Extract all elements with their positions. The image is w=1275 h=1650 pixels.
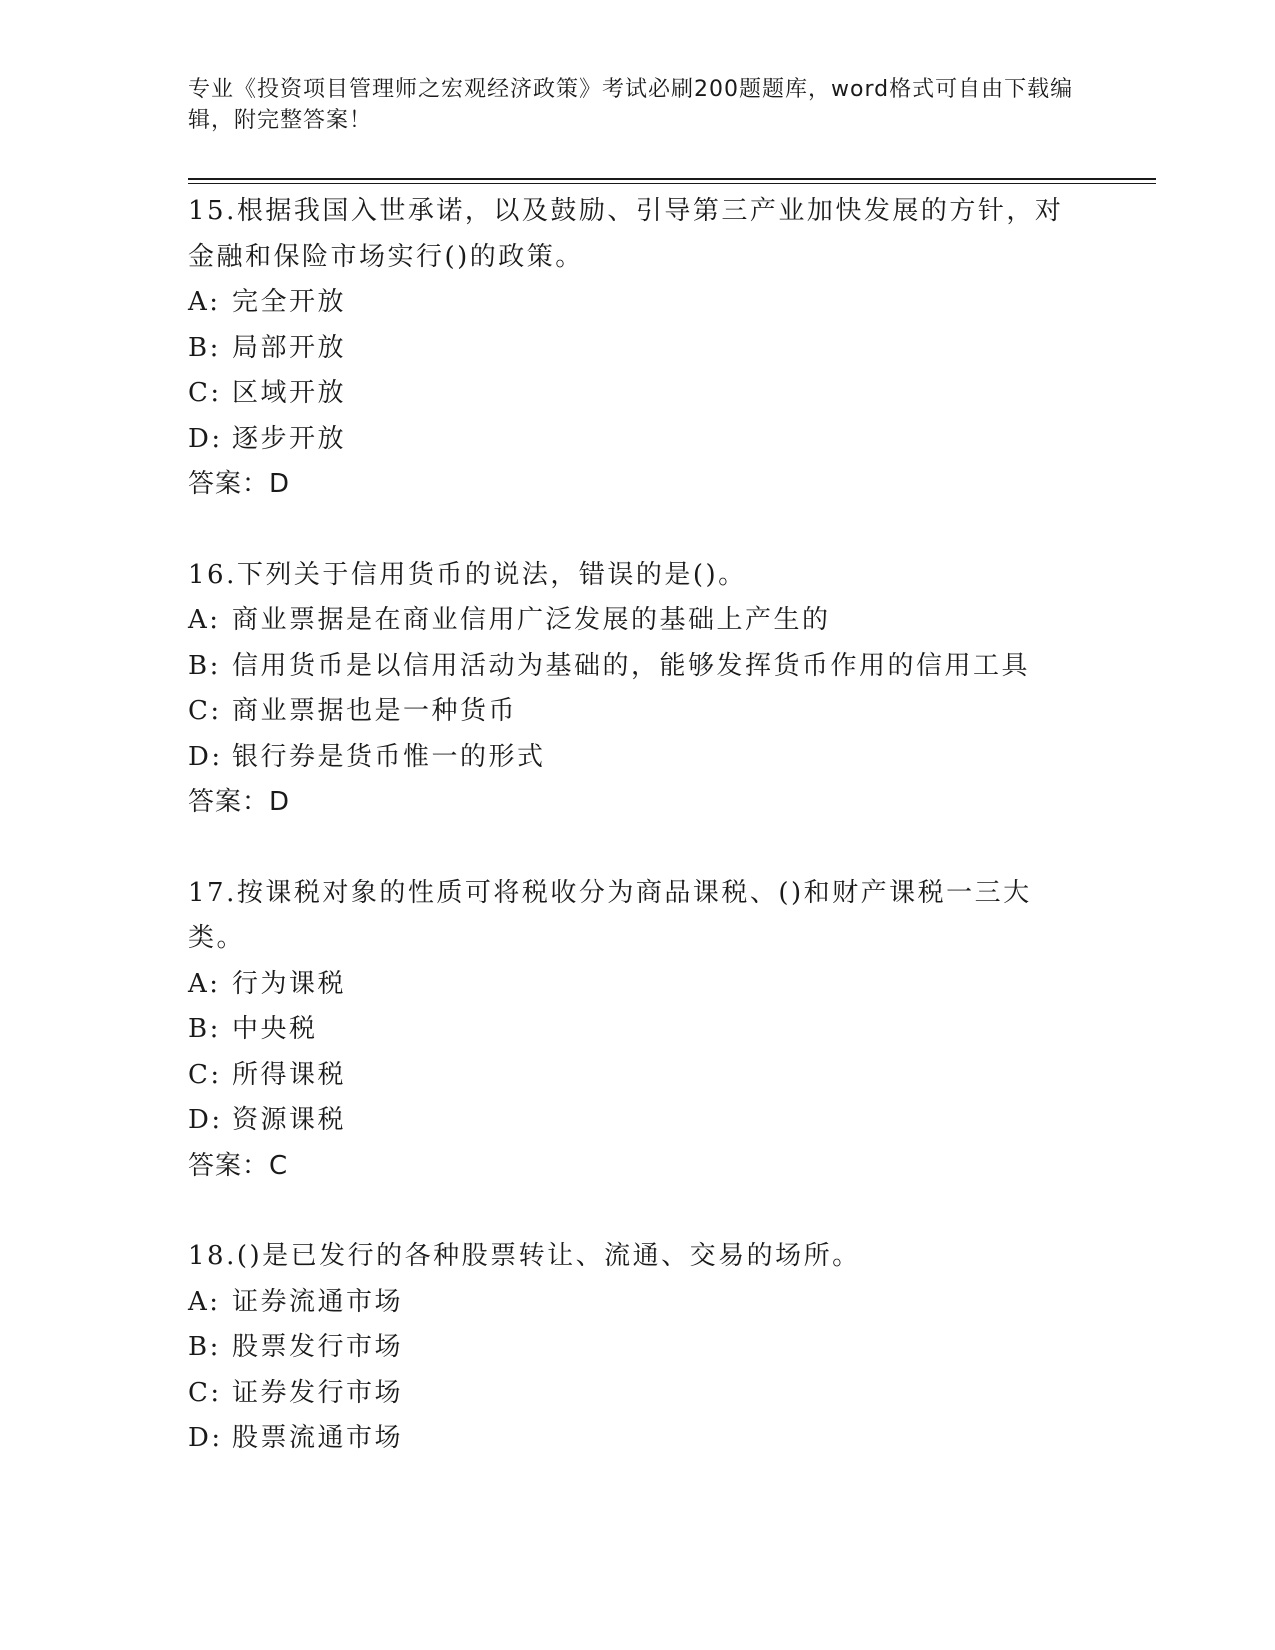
option-text: 逐步开放 bbox=[232, 423, 347, 454]
question-stem: 15.根据我国入世承诺，以及鼓励、引导第三产业加快发展的方针，对金融和保险市场实行()的政策。 bbox=[188, 196, 1064, 272]
option-text: 所得课税 bbox=[232, 1059, 347, 1090]
option-c bbox=[188, 371, 1088, 417]
question-stem: 17.按课税对象的性质可将税收分为商品课税、()和财产课税一三大类。 bbox=[188, 877, 1032, 953]
option-a bbox=[188, 280, 1088, 326]
question-stem: 18.()是已发行的各种股票转让、流通、交易的场所。 bbox=[188, 1241, 861, 1271]
option-d bbox=[188, 735, 1088, 781]
option-letter: C: bbox=[188, 378, 222, 408]
option-d bbox=[188, 1416, 1088, 1462]
option-letter: A: bbox=[188, 287, 221, 317]
option-text: 信用货币是以信用活动为基础的，能够发挥货币作用的信用工具 bbox=[232, 650, 1031, 681]
option-c bbox=[188, 689, 1088, 735]
option-text: 局部开放 bbox=[232, 332, 347, 363]
option-b bbox=[188, 1325, 1088, 1371]
question-stem: 16.下列关于信用货币的说法，错误的是()。 bbox=[188, 559, 747, 590]
option-a bbox=[188, 598, 1088, 644]
option-text: 证券流通市场 bbox=[232, 1286, 404, 1317]
option-letter: B: bbox=[188, 1332, 221, 1362]
option-text: 资源课税 bbox=[232, 1105, 347, 1135]
option-letter: D: bbox=[188, 741, 223, 772]
question-list bbox=[188, 189, 1088, 1462]
option-text: 股票流通市场 bbox=[232, 1423, 404, 1453]
option-text: 证券发行市场 bbox=[232, 1377, 404, 1408]
option-letter: D: bbox=[188, 423, 223, 454]
option-text: 银行券是货币惟一的形式 bbox=[232, 741, 546, 772]
option-d bbox=[188, 1098, 1088, 1144]
option-text: 区域开放 bbox=[232, 378, 347, 408]
document-intro: 专业《投资项目管理师之宏观经济政策》考试必刷200题题库，word格式可自由下载编辑，附完整答案！ bbox=[188, 77, 1074, 133]
option-letter: A: bbox=[188, 968, 221, 999]
option-c bbox=[188, 1053, 1088, 1099]
option-letter: B: bbox=[188, 650, 221, 681]
option-letter: C: bbox=[188, 1377, 222, 1408]
header-divider-thin bbox=[188, 183, 1156, 184]
option-letter: B: bbox=[188, 332, 221, 363]
option-letter: C: bbox=[188, 696, 222, 726]
answer-line: 答案：D bbox=[188, 469, 291, 499]
question-16 bbox=[188, 553, 1088, 826]
option-letter: D: bbox=[188, 1105, 223, 1135]
option-text: 完全开放 bbox=[232, 287, 347, 317]
option-c bbox=[188, 1371, 1088, 1417]
option-text: 中央税 bbox=[232, 1014, 318, 1044]
option-letter: A: bbox=[188, 1286, 221, 1317]
question-17 bbox=[188, 871, 1088, 1190]
header-divider-thick bbox=[188, 178, 1156, 180]
option-letter: D: bbox=[188, 1423, 223, 1453]
option-letter: A: bbox=[188, 605, 221, 635]
option-d bbox=[188, 417, 1088, 463]
option-b bbox=[188, 1007, 1088, 1053]
answer-line: 答案：D bbox=[188, 787, 291, 817]
option-letter: B: bbox=[188, 1014, 221, 1044]
option-b bbox=[188, 644, 1088, 690]
answer-line: 答案：C bbox=[188, 1150, 289, 1181]
question-18 bbox=[188, 1234, 1088, 1462]
option-b bbox=[188, 326, 1088, 372]
question-15 bbox=[188, 189, 1088, 508]
option-a bbox=[188, 962, 1088, 1008]
option-a bbox=[188, 1280, 1088, 1326]
option-text: 股票发行市场 bbox=[232, 1332, 404, 1362]
option-text: 行为课税 bbox=[232, 968, 347, 999]
option-text: 商业票据是在商业信用广泛发展的基础上产生的 bbox=[232, 605, 831, 635]
option-letter: C: bbox=[188, 1059, 222, 1090]
option-text: 商业票据也是一种货币 bbox=[232, 696, 518, 726]
